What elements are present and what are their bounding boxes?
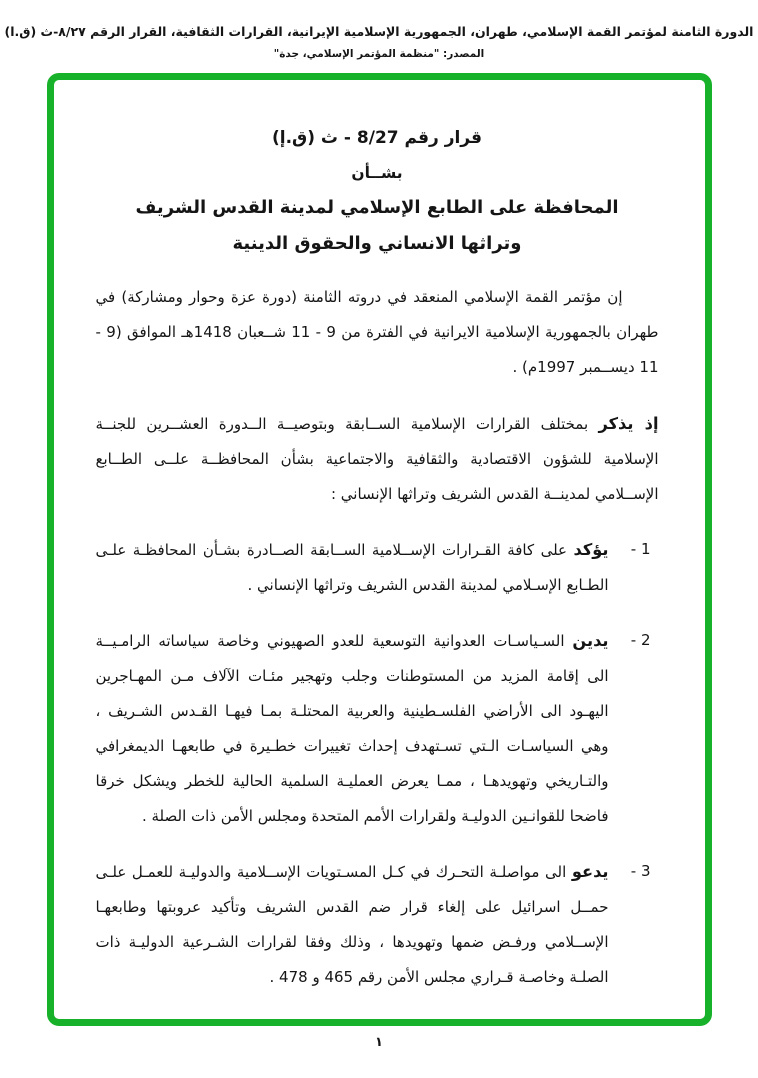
green-border-frame	[47, 73, 712, 1026]
item-2-lead-word: يدين	[572, 631, 609, 650]
item-1-number: 1 -	[630, 540, 651, 558]
header-source: المصدر: "منظمة المؤتمر الإسلامي، جدة"	[273, 48, 485, 60]
recall-text: بمختلف القرارات الإسلامية الســابقة وبتوصيــة الــدورة العشــرين للجنــة الإسلامية للشؤون الاقتصادية والثقافية والاجتماعية بشأن المحافظــة علــى الطــابع الإســلامي لمدينــة القدس الشريف وتراثها الإنساني :	[95, 415, 659, 503]
resolution-subject-line1: المحافظة على الطابع الإسلامي لمدينة القدس الشريف	[135, 197, 619, 218]
item-1-text-block	[96, 532, 609, 603]
recall-lead-word: إذ يذكر	[598, 414, 659, 433]
resolution-title-block	[96, 128, 659, 254]
resolution-subject-line2: وتراثها الانساني والحقوق الدينية	[232, 233, 522, 254]
recalling-paragraph	[96, 406, 659, 512]
resolution-item-1	[96, 532, 659, 603]
preamble-paragraph: إن مؤتمر القمة الإسلامي المنعقد في دروته الثامنة (دورة عزة وحوار ومشاركة) في طهران بالجمهورية الإسلامية الايرانية في الفترة من 9 ‏- 11 شــعبان 1418هـ الموافق (9 ‏- 11 ديســمبر 1997م) .	[95, 288, 659, 376]
item-3-lead-word: يدعو	[571, 862, 609, 881]
resolution-number-title: قرار رقم 8/27 - ث (ق.إ)	[271, 128, 483, 148]
item-2-body: السـياسـات العدوانية التوسعية للعدو الصهيوني وخاصة سياساته الرامـيــة الى إقامة المزيد من المستوطنات وجلب وتهجير مئـات الآلاف مـن المهـاجرين اليهـود الى الأراضي الفلسـطينية والعربية المحتلـة بمـا فيهـا القـدس الشـريف ، وهي السياسـات الـتي تسـتهدف إحداث تغييرات خطـيرة في طابعهـا الديمغرافي والتـاريخي وتهويدهـا ، ممـا يعرض العمليـة السلمية الحالية للخطر ويشكل خرقا فاضحا للقوانـين الدوليـة ولقرارات الأمم المتحدة ومجلس الأمن ذات الصلة .	[95, 632, 609, 825]
page-number: ١	[375, 1035, 383, 1050]
document-header	[0, 0, 758, 60]
resolution-item-3	[96, 854, 659, 995]
item-2-number: 2 -	[630, 631, 651, 649]
item-3-number: 3 -	[630, 862, 651, 880]
item-1-body: على كافة القـرارات الإســلامية الســابقة الصــادرة بشـأن المحافظـة علـى الطـابع الإسـلامي لمدينة القدس الشريف وتراثها الإنساني .	[95, 541, 609, 594]
resolution-regarding-title: بشــأن	[351, 164, 403, 182]
item-3-text-block	[96, 854, 609, 995]
item-2-text-block	[96, 623, 609, 834]
item-3-body: الى مواصلـة التحـرك في كـل المسـتويات الإســلامية والدوليـة للعمـل علـى حمــل اسرائيل على إلغاء قرار ضم القدس الشريف وتأكيد عروبتها وطابعهـا الإســلامي ورفـض ضمها وتهويدها ، وذلك وفقا لقرارات الشـرعية الدوليـة ذات الصلـة وخاصـة قـراري مجلس الأمن رقم 465 و 478 .	[95, 863, 609, 986]
item-1-lead-word: يؤكد	[573, 540, 609, 559]
header-citation: الدورة الثامنة لمؤتمر القمة الإسلامي، طهران، الجمهورية الإسلامية الإيرانية، القرارات الثقافية، القرار الرقم ٨/٢٧-ث (ق.ا)	[4, 24, 754, 39]
resolution-item-2	[96, 623, 659, 834]
